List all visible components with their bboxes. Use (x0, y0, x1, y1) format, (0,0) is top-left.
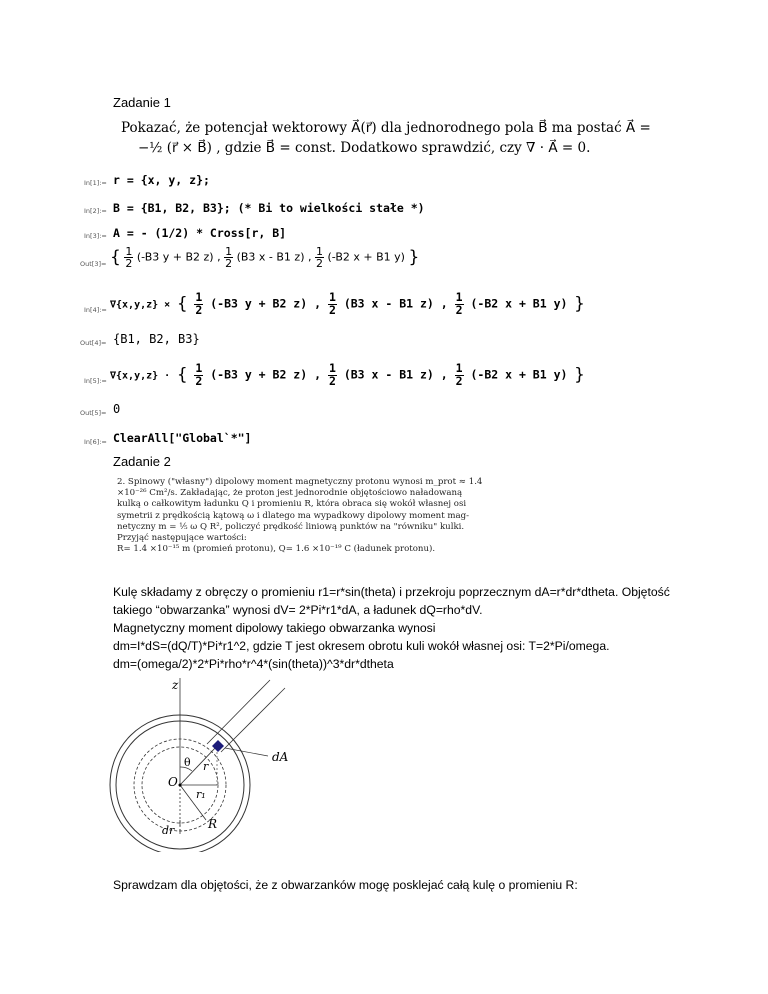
dA-label: dA (272, 750, 289, 764)
fraction: $\frac{1}{2}$ (328, 290, 336, 317)
brace-close: } (408, 247, 420, 268)
brace-open: { (110, 247, 121, 268)
text-line: takiego “obwarzanka” wynosi dV= 2*Pi*r1*dA, a ładunek dQ=rho*dV. (113, 603, 483, 617)
problem-2-line: kulką o całkowitym ładunku Q i promieniu R, która obraca się wokół własnej osi (117, 499, 467, 510)
term-3: (-B2 x + B1 y) (327, 250, 405, 264)
fraction: $\frac{1}{2}$ (455, 290, 463, 317)
cell-in4-code[interactable]: ∇{x,y,z} × { $\frac{1}{2}$ (-B3 y + B2 z) , $\frac{1}{2}$ (B3 x - B1 z) , $\frac{1}{2}$ (-B2 x + B1 y) } (110, 290, 585, 317)
problem-2-line: symetrii z prędkością kątową ω i dlatego ma wypadkowy dipolowy moment mag- (117, 510, 470, 521)
fraction: $\frac{1}{2}$ (225, 245, 233, 270)
zadanie-2-heading: Zadanie 2 (113, 454, 171, 469)
problem-2-block (117, 477, 527, 555)
term-1: (-B3 y + B2 z) (136, 250, 214, 264)
text-line: dm=(omega/2)*2*Pi*rho*r^4*(sin(theta))^3*dr*dtheta (113, 657, 394, 671)
fraction: $\frac{1}{2}$ (195, 290, 203, 317)
cell-label-in1: In[1]:= (84, 179, 107, 187)
explanation-text (113, 583, 673, 673)
fraction: $\frac{1}{2}$ (328, 361, 336, 388)
term-2: (B3 x - B1 z) (343, 367, 434, 382)
z-label: z (172, 678, 179, 692)
zadanie-1-heading: Zadanie 1 (113, 95, 171, 110)
cell-label-out4: Out[4]= (80, 339, 107, 347)
cell-label-in6: In[6]:= (84, 438, 107, 446)
problem-1-line-2: −½ (r⃗ × B⃗) , gdzie B⃗ = const. Dodatkowo sprawdzić, czy ∇ · A⃗ = 0. (138, 140, 591, 156)
curl-operator: ∇{x,y,z} × (110, 299, 171, 311)
brace-close: } (574, 294, 585, 314)
term-3: (-B2 x + B1 y) (470, 367, 568, 382)
text-line: dm=I*dS=(dQ/T)*Pi*r1^2, gdzie T jest okresem obrotu kuli wokół własnej osi: T=2*Pi/omega. (113, 639, 610, 653)
problem-2-line: 2. Spinowy ("własny") dipolowy moment magnetyczny protonu wynosi m_prot ≈ 1.4 (117, 477, 483, 487)
brace-close: } (574, 365, 585, 385)
term-2: (B3 x - B1 z) (343, 296, 434, 311)
problem-2-line: Przyjąć następujące wartości: (117, 533, 247, 544)
term-3: (-B2 x + B1 y) (470, 296, 568, 311)
theta-label: θ (184, 756, 191, 769)
cell-label-in4: In[4]:= (84, 306, 107, 314)
cell-in3-code[interactable]: A = - (1/2) * Cross[r, B] (113, 226, 287, 240)
cell-in1-code[interactable]: r = {x, y, z}; (113, 173, 210, 187)
divergence-operator: ∇{x,y,z} · (110, 370, 171, 382)
brace-open: { (177, 294, 188, 314)
term-1: (-B3 y + B2 z) (210, 296, 308, 311)
origin-dot (179, 784, 182, 787)
text-line: Magnetyczny moment dipolowy takiego obwarzanka wynosi (113, 621, 436, 635)
sphere-ring-figure (100, 672, 340, 852)
R-label: R (208, 817, 218, 831)
dA-element (212, 740, 224, 752)
fraction: $\frac{1}{2}$ (195, 361, 203, 388)
cell-out5-result: 0 (113, 402, 121, 416)
cell-in5-code[interactable]: ∇{x,y,z} · { $\frac{1}{2}$ (-B3 y + B2 z) , $\frac{1}{2}$ (B3 x - B1 z) , $\frac{1}{2}$ (-B2 x + B1 y) } (110, 361, 585, 388)
cell-out4-result: {B1, B2, B3} (113, 332, 200, 346)
fraction: $\frac{1}{2}$ (125, 245, 133, 270)
fraction: $\frac{1}{2}$ (455, 361, 463, 388)
cell-out3-result: { $\frac{1}{2}$ (-B3 y + B2 z) , $\frac{1}{2}$ (B3 x - B1 z) , $\frac{1}{2}$ (-B2 x + B1 y) } (110, 245, 420, 270)
brace-open: { (177, 365, 188, 385)
problem-2-line: R= 1.4 ×10⁻¹⁵ m (promień protonu), Q= 1.6 ×10⁻¹⁹ C (ładunek protonu). (117, 544, 436, 555)
problem-2-line: netyczny m = ⅕ ω Q R², policzyć prędkość liniową punktów na "równiku" kulki. (117, 521, 465, 532)
dr-label: dr (162, 824, 175, 837)
cell-in6-code[interactable]: ClearAll["Global`*"] (113, 431, 252, 445)
term-1: (-B3 y + B2 z) (210, 367, 308, 382)
cell-label-out5: Out[5]= (80, 409, 107, 417)
cell-label-in5: In[5]:= (84, 377, 107, 385)
O-label: O (168, 775, 178, 789)
closing-text: Sprawdzam dla objętości, że z obwarzanków mogę posklejać całą kulę o promieniu R: (113, 878, 578, 892)
problem-1-line-1: Pokazać, że potencjał wektorowy A⃗(r⃗) dla jednorodnego pola B⃗ ma postać A⃗ = (121, 120, 651, 136)
problem-2-line: ×10⁻²⁶ Cm²/s. Zakładając, że proton jest jednorodnie objętościowo naładowaną (117, 488, 463, 499)
cell-in2-code[interactable]: B = {B1, B2, B3}; (* Bi to wielkości stałe *) (113, 201, 425, 215)
r1-label: r₁ (196, 788, 206, 801)
cell-label-in3: In[3]:= (84, 232, 107, 240)
term-2: (B3 x - B1 z) (236, 250, 305, 264)
text-line: Kulę składamy z obręczy o promieniu r1=r*sin(theta) i przekroju poprzecznym dA=r*dr*dtheta. Objętość (113, 585, 670, 599)
dA-pointer (225, 748, 268, 756)
cell-label-in2: In[2]:= (84, 207, 107, 215)
r-label: r (203, 760, 209, 773)
fraction: $\frac{1}{2}$ (316, 245, 323, 270)
cell-label-out3: Out[3]= (80, 260, 107, 268)
